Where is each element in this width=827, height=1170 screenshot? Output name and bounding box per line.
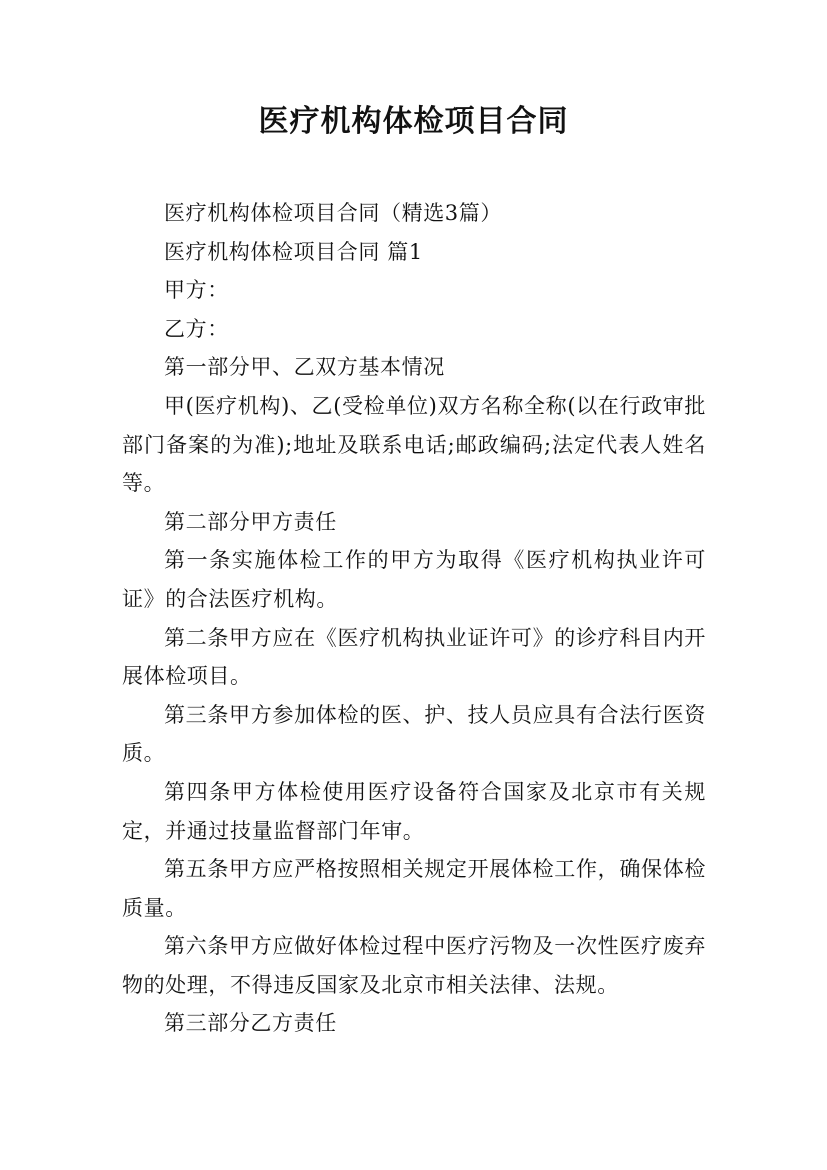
paragraph-article-1: 第一条实施体检工作的甲方为取得《医疗机构执业许可证》的合法医疗机构。	[122, 548, 706, 611]
paragraph-article-3: 第三条甲方参加体检的医、护、技人员应具有合法行医资质。	[122, 702, 706, 766]
paragraph-part-one-heading: 第一部分甲、乙双方基本情况	[164, 355, 445, 380]
paragraph-part-two-heading: 第二部分甲方责任	[164, 509, 337, 534]
paragraph-article-6: 第六条甲方应做好体检过程中医疗污物及一次性医疗废弃物的处理，不得违反国家及北京市相关法律、法规。	[122, 934, 706, 997]
paragraph-article-2: 第二条甲方应在《医疗机构执业证许可》的诊疗科目内开展体检项目。	[122, 625, 706, 689]
paragraph-article-4: 第四条甲方体检使用医疗设备符合国家及北京市有关规定，并通过技量监督部门年审。	[122, 779, 706, 843]
paragraph-part-one-text: 甲(医疗机构)、乙(受检单位)双方名称全称(以在行政审批部门备案的为准);地址及联系电话;邮政编码;法定代表人姓名等。	[122, 393, 706, 496]
paragraph-article-5: 第五条甲方应严格按照相关规定开展体检工作，确保体检质量。	[122, 857, 706, 920]
paragraph-section-heading: 医疗机构体检项目合同 篇1	[164, 239, 423, 264]
document-body	[122, 194, 706, 1043]
paragraph-party-a: 甲方：	[164, 278, 229, 303]
paragraph-party-b: 乙方：	[164, 316, 229, 341]
paragraph-part-three-heading: 第三部分乙方责任	[164, 1011, 337, 1036]
paragraph-subtitle: 医疗机构体检项目合同（精选3篇）	[164, 201, 502, 225]
document-title: 医疗机构体检项目合同	[258, 104, 569, 139]
